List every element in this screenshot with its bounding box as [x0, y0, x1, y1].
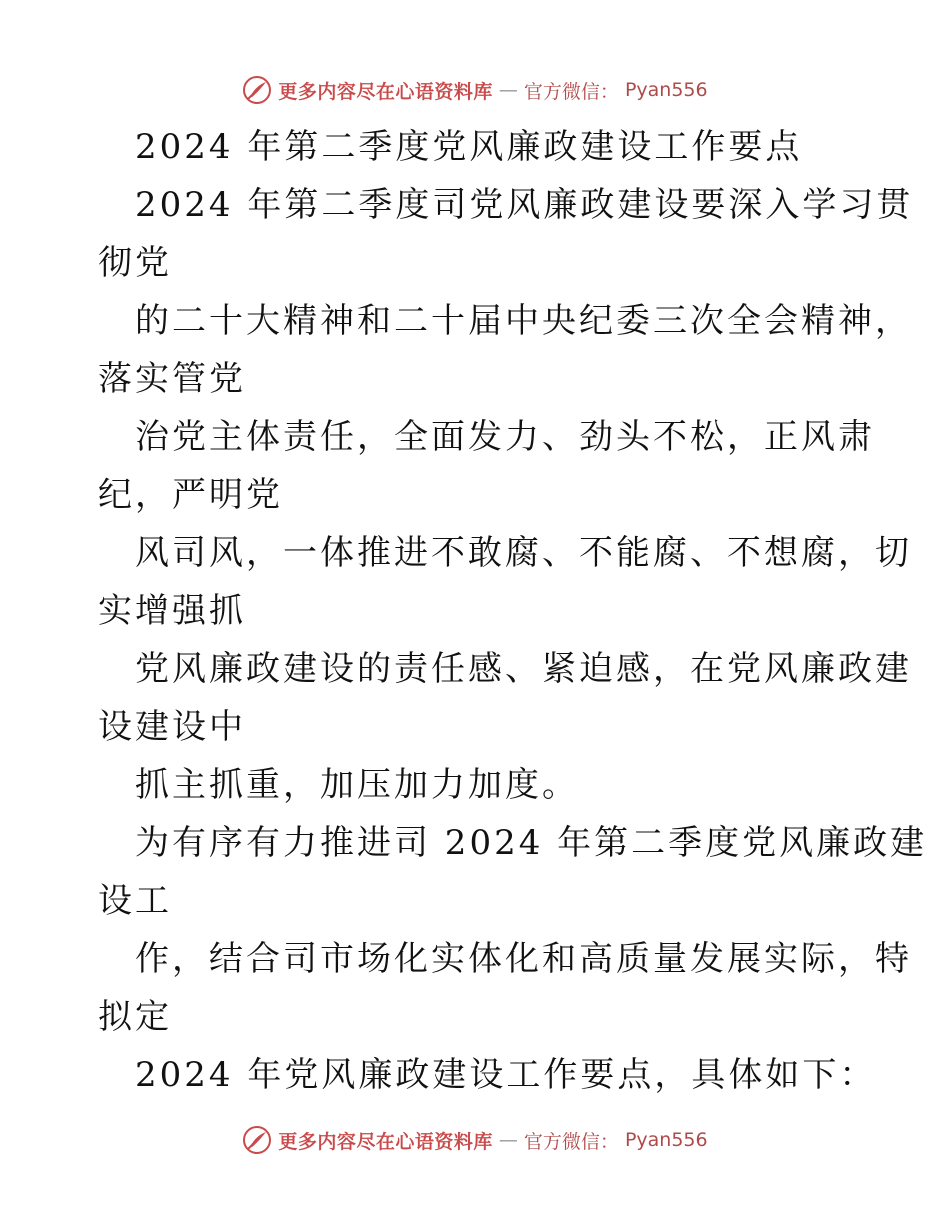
doc-line: 党风廉政建设的责任感、紧迫感，在党风廉政建	[135, 649, 912, 689]
watermark-official-label: 官方微信：	[523, 1130, 619, 1153]
watermark-wechat-id: Pyan556	[624, 1129, 708, 1151]
watermark-main-text: 更多内容尽在心语资料库	[278, 1130, 493, 1153]
doc-line: 纪，严明党	[98, 475, 283, 515]
doc-line: 治党主体责任，全面发力、劲头不松，正风肃	[135, 417, 875, 457]
doc-title: 2024 年第二季度党风廉政建设工作要点	[135, 127, 803, 167]
watermark-official-label: 官方微信：	[523, 80, 619, 103]
watermark-main-text: 更多内容尽在心语资料库	[278, 80, 493, 103]
doc-line: 落实管党	[98, 359, 246, 399]
doc-line: 彻党	[98, 243, 172, 283]
watermark-dash: —	[498, 79, 518, 101]
doc-line: 抓主抓重，加压加力加度。	[135, 765, 579, 805]
doc-line: 设建设中	[98, 707, 246, 747]
watermark-footer	[0, 1120, 950, 1160]
doc-line: 为有序有力推进司 2024 年第二季度党风廉政建	[135, 823, 928, 863]
doc-line: 风司风，一体推进不敢腐、不能腐、不想腐，切	[135, 533, 912, 573]
doc-line: 2024 年第二季度司党风廉政建设要深入学习贯	[135, 185, 914, 225]
feather-logo-icon	[242, 1125, 272, 1155]
doc-line: 设工	[98, 881, 172, 921]
doc-line: 实增强抓	[98, 591, 246, 631]
feather-logo-icon	[242, 75, 272, 105]
watermark-header	[0, 70, 950, 110]
watermark-dash: —	[498, 1129, 518, 1151]
watermark-wechat-id: Pyan556	[624, 79, 708, 101]
doc-line: 2024 年党风廉政建设工作要点，具体如下：	[135, 1055, 877, 1095]
doc-line: 作，结合司市场化实体化和高质量发展实际，特	[135, 939, 912, 979]
doc-line: 的二十大精神和二十届中央纪委三次全会精神，	[135, 301, 912, 341]
doc-line: 拟定	[98, 997, 172, 1037]
